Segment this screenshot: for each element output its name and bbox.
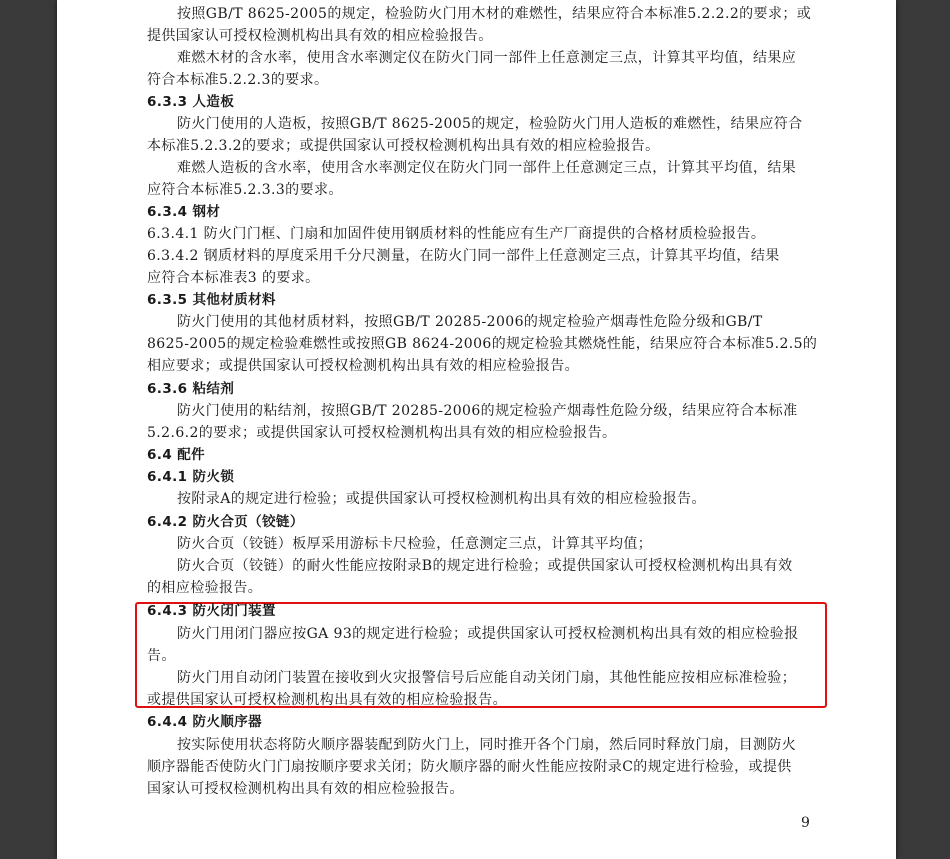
text-line: 按实际使用状态将防火顺序器装配到防火门上，同时推开各个门扇，然后同时释放门扇，目测防火 — [177, 737, 797, 753]
section-heading: 6.4.2 防火合页（铰链） — [147, 514, 304, 530]
text-line: 难燃人造板的含水率，使用含水率测定仪在防火门同一部件上任意测定三点，计算其平均值，结果 — [177, 160, 797, 176]
text-line: 防火门用自动闭门装置在接收到火灾报警信号后应能自动关闭门扇，其他性能应按相应标准检验； — [177, 670, 797, 686]
text-line: 顺序器能否使防火门门扇按顺序要求关闭；防火顺序器的耐火性能应按附录C的规定进行检验，或提供 — [147, 759, 792, 775]
section-heading: 6.4.4 防火顺序器 — [147, 714, 263, 730]
text-line: 或提供国家认可授权检测机构出具有效的相应检验报告。 — [147, 692, 507, 708]
section-heading: 6.4.3 防火闭门装置 — [147, 603, 276, 619]
text-line: 防火合页（铰链）板厚采用游标卡尺检验，任意测定三点，计算其平均值； — [177, 536, 653, 552]
text-line: 相应要求；或提供国家认可授权检测机构出具有效的相应检验报告。 — [147, 358, 579, 374]
text-line: 告。 — [147, 648, 176, 664]
text-line: 防火门使用的其他材质材料，按照GB/T 20285-2006的规定检验产烟毒性危险分级和GB/T — [177, 314, 763, 330]
section-heading: 6.4 配件 — [147, 447, 206, 463]
text-line: 5.2.6.2的要求；或提供国家认可授权检测机构出具有效的相应检验报告。 — [147, 425, 617, 441]
section-heading: 6.3.4 钢材 — [147, 204, 221, 220]
text-line: 应符合本标准5.2.3.3的要求。 — [147, 182, 343, 198]
text-line: 的相应检验报告。 — [147, 580, 263, 596]
text-line: 6.3.4.2 钢质材料的厚度采用千分尺测量，在防火门同一部件上任意测定三点，计算其平均值，结果 — [147, 248, 780, 264]
section-heading: 6.3.6 粘结剂 — [147, 381, 235, 397]
section-heading: 6.3.5 其他材质材料 — [147, 292, 276, 308]
text-line: 本标准5.2.3.2的要求；或提供国家认可授权检测机构出具有效的相应检验报告。 — [147, 138, 660, 154]
text-line: 难燃木材的含水率，使用含水率测定仪在防火门同一部件上任意测定三点，计算其平均值，结果应 — [177, 50, 797, 66]
text-line: 按附录A的规定进行检验；或提供国家认可授权检测机构出具有效的相应检验报告。 — [177, 491, 706, 507]
text-line: 提供国家认可授权检测机构出具有效的相应检验报告。 — [147, 28, 493, 44]
page-number: 9 — [801, 815, 810, 831]
text-line: 防火门用闭门器应按GA 93的规定进行检验；或提供国家认可授权检测机构出具有效的相应检验报 — [177, 626, 799, 642]
text-line: 6.3.4.1 防火门门框、门扇和加固件使用钢质材料的性能应有生产厂商提供的合格材质检验报告。 — [147, 226, 766, 242]
text-line: 应符合本标准表3 的要求。 — [147, 270, 320, 286]
text-line: 符合本标准5.2.2.3的要求。 — [147, 72, 329, 88]
text-line: 国家认可授权检测机构出具有效的相应检验报告。 — [147, 781, 464, 797]
document-page — [57, 0, 896, 859]
section-heading: 6.4.1 防火锁 — [147, 469, 235, 485]
text-line: 防火门使用的粘结剂，按照GB/T 20285-2006的规定检验产烟毒性危险分级，结果应符合本标准 — [177, 403, 798, 419]
text-line: 防火门使用的人造板，按照GB/T 8625-2005的规定，检验防火门用人造板的难燃性，结果应符合 — [177, 116, 803, 132]
text-line: 防火合页（铰链）的耐火性能应按附录B的规定进行检验；或提供国家认可授权检测机构出具有效 — [177, 558, 793, 574]
text-line: 按照GB/T 8625-2005的规定，检验防火门用木材的难燃性，结果应符合本标准5.2.2.2的要求；或 — [177, 6, 812, 22]
section-heading: 6.3.3 人造板 — [147, 94, 235, 110]
text-line: 8625-2005的规定检验难燃性或按照GB 8624-2006的规定检验其燃烧性能，结果应符合本标准5.2.5的 — [147, 336, 818, 352]
